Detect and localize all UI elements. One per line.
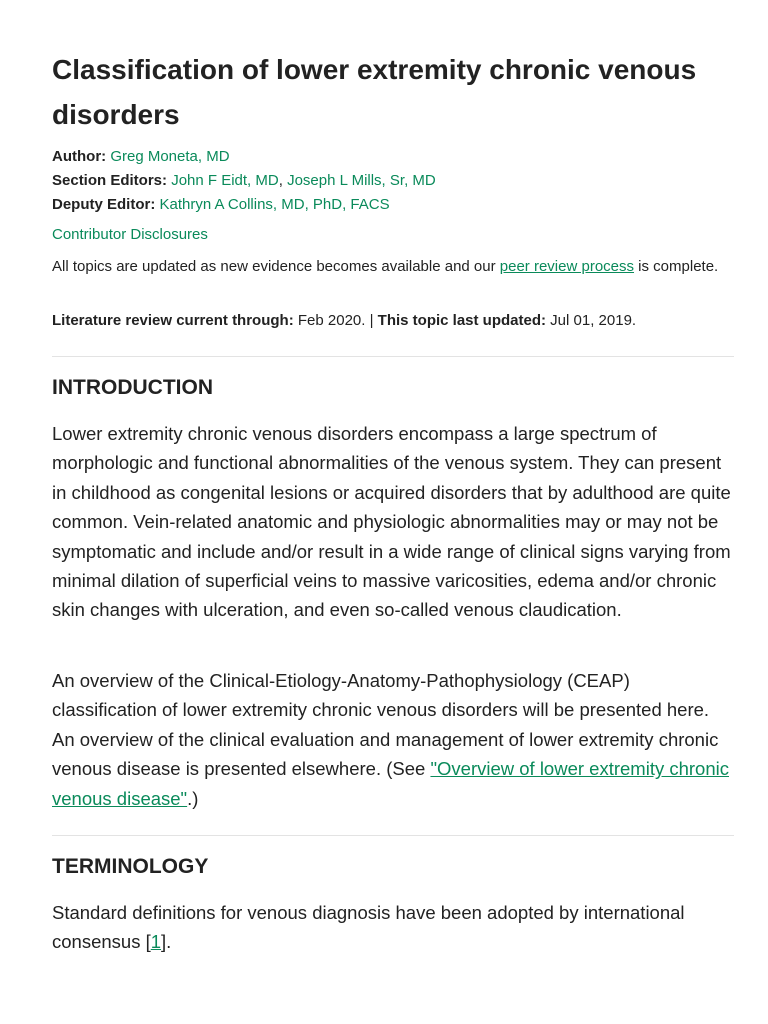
last-updated-value: Jul 01, 2019. <box>546 312 637 329</box>
contributor-disclosures-line <box>52 223 734 247</box>
update-note <box>52 255 734 279</box>
introduction-paragraph-2-end: .) <box>187 787 199 809</box>
update-note-text-end: is complete. <box>634 258 719 275</box>
introduction-paragraph-2 <box>52 666 734 813</box>
peer-review-link[interactable]: peer review process <box>499 258 635 275</box>
section-editor-link-2[interactable]: Joseph L Mills, Sr, MD <box>287 172 436 189</box>
reference-link[interactable]: 1 <box>150 931 162 953</box>
review-dates <box>52 309 734 333</box>
section-divider <box>52 835 734 836</box>
deputy-editor-line <box>52 193 734 217</box>
section-divider <box>52 356 734 357</box>
introduction-heading: INTRODUCTION <box>52 376 213 399</box>
section-editor-link-1[interactable]: John F Eidt, MD <box>171 172 279 189</box>
terminology-paragraph-text: Standard definitions for venous diagnosis have been adopted by international consensus [ <box>52 902 685 953</box>
contributor-disclosures-link[interactable]: Contributor Disclosures <box>52 226 208 243</box>
terminology-heading: TERMINOLOGY <box>52 855 209 878</box>
editor-separator: , <box>278 172 288 189</box>
author-link[interactable]: Greg Moneta, MD <box>110 148 230 165</box>
overview-chronic-venous-disease-link[interactable]: "Overview of lower extremity chronic venous disease" <box>52 758 729 809</box>
literature-review-label: Literature review current through: <box>52 312 294 329</box>
introduction-paragraph-1: Lower extremity chronic venous disorders encompass a large spectrum of morphologic and functional abnormalities of the venous system. They can present in childhood as congenital lesions or acquired disorders that by adulthood are quite common. Vein-related anatomic and physiologic abnormalities may or may not be symptomatic and include and/or result in a wide range of clinical signs varying from minimal dilation of superficial veins to massive varicosities, edema and/or chronic skin changes with ulceration, and even so-called venous claudication. <box>52 423 731 621</box>
terminology-paragraph <box>52 898 734 957</box>
section-editors-label: Section Editors: <box>52 172 168 189</box>
deputy-editor-label: Deputy Editor: <box>52 196 156 213</box>
author-label: Author: <box>52 148 107 165</box>
update-note-text: All topics are updated as new evidence becomes available and our <box>52 258 500 275</box>
author-line <box>52 145 734 169</box>
introduction-paragraph-2-text: An overview of the Clinical-Etiology-Anatomy-Pathophysiology (CEAP) classification of lower extremity chronic venous disorders will be presented here. An overview of the clinical evaluation and management of lower extremity chronic venous disease is presented elsewhere. (See <box>52 670 719 780</box>
terminology-paragraph-end: ]. <box>161 931 172 953</box>
last-updated-label: This topic last updated: <box>377 312 547 329</box>
literature-review-value: Feb 2020. | <box>293 312 378 329</box>
deputy-editor-link[interactable]: Kathryn A Collins, MD, PhD, FACS <box>159 196 390 213</box>
section-editors-line <box>52 169 734 193</box>
page-title: Classification of lower extremity chronic venous disorders <box>52 54 697 130</box>
